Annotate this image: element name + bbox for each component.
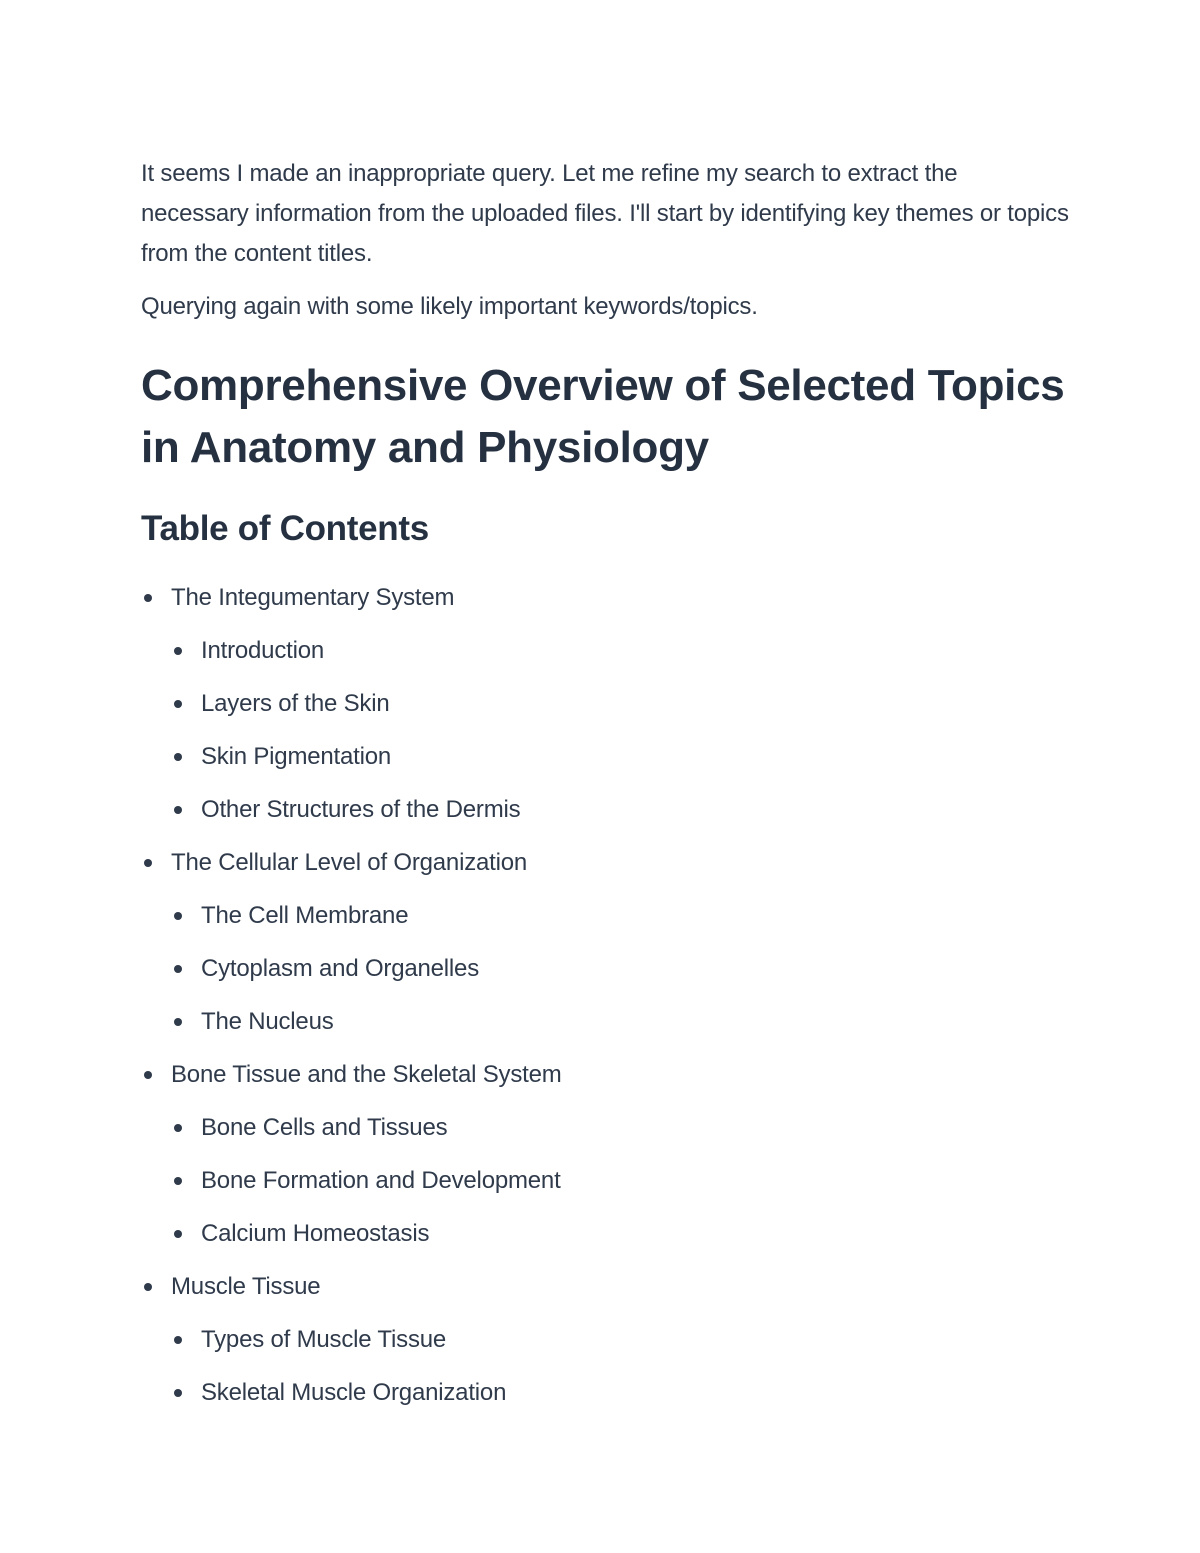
toc-subsection-item bbox=[171, 1101, 1071, 1154]
toc-subsection-item bbox=[171, 1313, 1071, 1366]
toc-subsection-list bbox=[141, 889, 1071, 1048]
toc-subsection-item bbox=[171, 889, 1071, 942]
toc-subsection bbox=[171, 730, 1071, 783]
bullet-icon bbox=[144, 594, 152, 602]
toc-subsection-label: Cytoplasm and Organelles bbox=[201, 955, 480, 982]
document-title: Comprehensive Overview of Selected Topics in Anatomy and Physiology bbox=[141, 361, 1065, 472]
bullet-icon bbox=[144, 1283, 152, 1291]
toc-subsection bbox=[171, 1366, 1071, 1419]
toc-subsection-label: Layers of the Skin bbox=[201, 690, 390, 717]
toc-subsection-label: Types of Muscle Tissue bbox=[201, 1326, 447, 1353]
toc-subsection-item bbox=[171, 677, 1071, 730]
toc-subsection-item bbox=[171, 1207, 1071, 1260]
query-note-paragraph: Querying again with some likely important keywords/topics. bbox=[141, 293, 758, 320]
bullet-icon bbox=[174, 806, 182, 814]
bullet-icon bbox=[174, 1336, 182, 1344]
toc-heading: Table of Contents bbox=[141, 509, 429, 548]
toc-section bbox=[141, 836, 1071, 1048]
toc-section-label: The Cellular Level of Organization bbox=[171, 849, 528, 876]
toc-subsection-item bbox=[171, 995, 1071, 1048]
toc-subsection-label: Skin Pigmentation bbox=[201, 743, 392, 770]
toc-subsection-list bbox=[141, 1101, 1071, 1260]
bullet-icon bbox=[174, 1177, 182, 1185]
toc-subsection bbox=[171, 889, 1071, 942]
bullet-icon bbox=[174, 1230, 182, 1238]
toc-section-item bbox=[141, 571, 1071, 624]
toc-section bbox=[141, 571, 1071, 836]
document-page bbox=[141, 154, 1071, 1419]
toc-section-item bbox=[141, 836, 1071, 889]
toc-section-label: The Integumentary System bbox=[171, 584, 455, 611]
toc-subsection-list bbox=[141, 1313, 1071, 1419]
bullet-icon bbox=[174, 700, 182, 708]
bullet-icon bbox=[144, 1071, 152, 1079]
table-of-contents bbox=[141, 571, 1071, 1419]
intro-paragraph: It seems I made an inappropriate query. Let me refine my search to extract the necessary information from the uploaded files. I'll start by identifying key themes or topics from the content titles. bbox=[141, 160, 1069, 267]
toc-section-item bbox=[141, 1260, 1071, 1313]
toc-section-item bbox=[141, 1048, 1071, 1101]
bullet-icon bbox=[174, 965, 182, 973]
bullet-icon bbox=[174, 912, 182, 920]
toc-subsection-list bbox=[141, 624, 1071, 836]
toc-subsection-label: Bone Cells and Tissues bbox=[201, 1114, 448, 1141]
bullet-icon bbox=[174, 1389, 182, 1397]
toc-subsection-label: Other Structures of the Dermis bbox=[201, 796, 521, 823]
toc-subsection bbox=[171, 942, 1071, 995]
toc-section-label: Bone Tissue and the Skeletal System bbox=[171, 1061, 562, 1088]
toc-section bbox=[141, 1048, 1071, 1260]
toc-subsection bbox=[171, 624, 1071, 677]
toc-subsection-label: Introduction bbox=[201, 637, 325, 664]
toc-subsection-item bbox=[171, 783, 1071, 836]
toc-subsection-item bbox=[171, 730, 1071, 783]
toc-subsection-item bbox=[171, 624, 1071, 677]
bullet-icon bbox=[144, 859, 152, 867]
toc-subsection bbox=[171, 1154, 1071, 1207]
toc-subsection-item bbox=[171, 1366, 1071, 1419]
toc-subsection bbox=[171, 1101, 1071, 1154]
toc-subsection bbox=[171, 1313, 1071, 1366]
toc-subsection bbox=[171, 995, 1071, 1048]
bullet-icon bbox=[174, 647, 182, 655]
toc-subsection-label: The Nucleus bbox=[201, 1008, 334, 1035]
bullet-icon bbox=[174, 753, 182, 761]
toc-subsection-label: The Cell Membrane bbox=[201, 902, 409, 929]
toc-subsection-label: Skeletal Muscle Organization bbox=[201, 1379, 507, 1406]
toc-subsection-label: Bone Formation and Development bbox=[201, 1167, 561, 1194]
toc-subsection bbox=[171, 1207, 1071, 1260]
toc-section-label: Muscle Tissue bbox=[171, 1273, 321, 1300]
toc-section bbox=[141, 1260, 1071, 1419]
toc-subsection-item bbox=[171, 1154, 1071, 1207]
toc-subsection-label: Calcium Homeostasis bbox=[201, 1220, 430, 1247]
toc-subsection bbox=[171, 677, 1071, 730]
toc-subsection bbox=[171, 783, 1071, 836]
bullet-icon bbox=[174, 1124, 182, 1132]
toc-subsection-item bbox=[171, 942, 1071, 995]
bullet-icon bbox=[174, 1018, 182, 1026]
